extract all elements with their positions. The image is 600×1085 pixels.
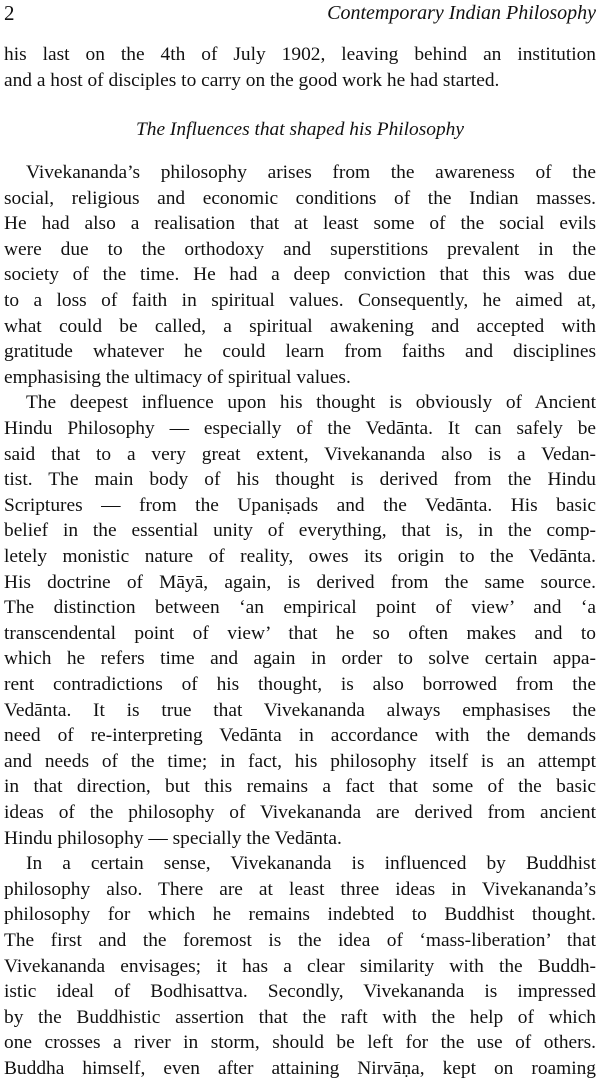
paragraph-line: were due to the orthodoxy and superstitions prevalent in the xyxy=(4,239,596,260)
page-number: 2 xyxy=(4,1,15,25)
section-heading: The Influences that shaped his Philosophy xyxy=(136,119,464,140)
paragraph-line: In a certain sense, Vivekananda is influenced by Buddhist xyxy=(26,853,596,874)
paragraph-line: which he refers time and again in order to solve certain appa- xyxy=(4,648,596,669)
paragraph-line: Hindu philosophy — specially the Vedānta. xyxy=(4,828,342,849)
paragraph-line: istic ideal of Bodhisattva. Secondly, Vivekananda is impressed xyxy=(4,981,596,1002)
paragraph-line: The first and the foremost is the idea of ‘mass-liberation’ that xyxy=(4,930,596,951)
paragraph-line: belief in the essential unity of everything, that is, in the comp- xyxy=(4,520,596,541)
paragraph-line: Vivekananda’s philosophy arises from the awareness of the xyxy=(26,162,596,183)
paragraph-line: to a loss of faith in spiritual values. Consequently, he aimed at, xyxy=(4,290,596,311)
paragraph-line: said that to a very great extent, Vivekananda also is a Vedan- xyxy=(4,444,596,465)
paragraph-line: His doctrine of Māyā, again, is derived from the same source. xyxy=(4,572,596,593)
paragraph-line: society of the time. He had a deep conviction that this was due xyxy=(4,264,596,285)
paragraph-line: Scriptures — from the Upaniṣads and the Vedānta. His basic xyxy=(4,495,596,516)
paragraph-line: transcendental point of view’ that he so often makes and to xyxy=(4,623,596,644)
paragraph-line: Buddha himself, even after attaining Nirvāṇa, kept on roaming xyxy=(4,1058,596,1079)
paragraph-line: what could be called, a spiritual awakening and accepted with xyxy=(4,316,596,337)
paragraph-line: in that direction, but this remains a fact that some of the basic xyxy=(4,776,596,797)
paragraph-line: Hindu Philosophy — especially of the Vedānta. It can safely be xyxy=(4,418,596,439)
paragraph-line: The distinction between ‘an empirical point of view’ and ‘a xyxy=(4,597,596,618)
paragraph-line: The deepest influence upon his thought is obviously of Ancient xyxy=(26,392,596,413)
body-line: and a host of disciples to carry on the good work he had started. xyxy=(4,70,500,91)
paragraph-line: and needs of the time; in fact, his philosophy itself is an attempt xyxy=(4,751,596,772)
paragraph-line: tist. The main body of his thought is derived from the Hindu xyxy=(4,469,596,490)
paragraph-line: ideas of the philosophy of Vivekananda are derived from ancient xyxy=(4,802,596,823)
page-header xyxy=(0,0,600,30)
paragraph-line: Vivekananda envisages; it has a clear similarity with the Buddh- xyxy=(4,956,596,977)
body-line: his last on the 4th of July 1902, leaving behind an institution xyxy=(4,44,596,65)
paragraph-line: by the Buddhistic assertion that the raft with the help of which xyxy=(4,1007,596,1028)
paragraph-line: philosophy for which he remains indebted to Buddhist thought. xyxy=(4,904,596,925)
paragraph-line: one crosses a river in storm, should be left for the use of others. xyxy=(4,1032,596,1053)
paragraph-line: philosophy also. There are at least three ideas in Vivekananda’s xyxy=(4,879,596,900)
paragraph-line: social, religious and economic conditions of the Indian masses. xyxy=(4,188,596,209)
running-title: Contemporary Indian Philosophy xyxy=(327,2,596,24)
paragraph-line: Vedānta. It is true that Vivekananda always emphasises the xyxy=(4,700,596,721)
paragraph-line: letely monistic nature of reality, owes its origin to the Vedānta. xyxy=(4,546,596,567)
paragraph-line: need of re-interpreting Vedānta in accordance with the demands xyxy=(4,725,596,746)
paragraph-line: emphasising the ultimacy of spiritual values. xyxy=(4,367,351,388)
paragraph-line: gratitude whatever he could learn from faiths and disciplines xyxy=(4,341,596,362)
paragraph-line: rent contradictions of his thought, is also borrowed from the xyxy=(4,674,596,695)
paragraph-line: He had also a realisation that at least some of the social evils xyxy=(4,213,596,234)
